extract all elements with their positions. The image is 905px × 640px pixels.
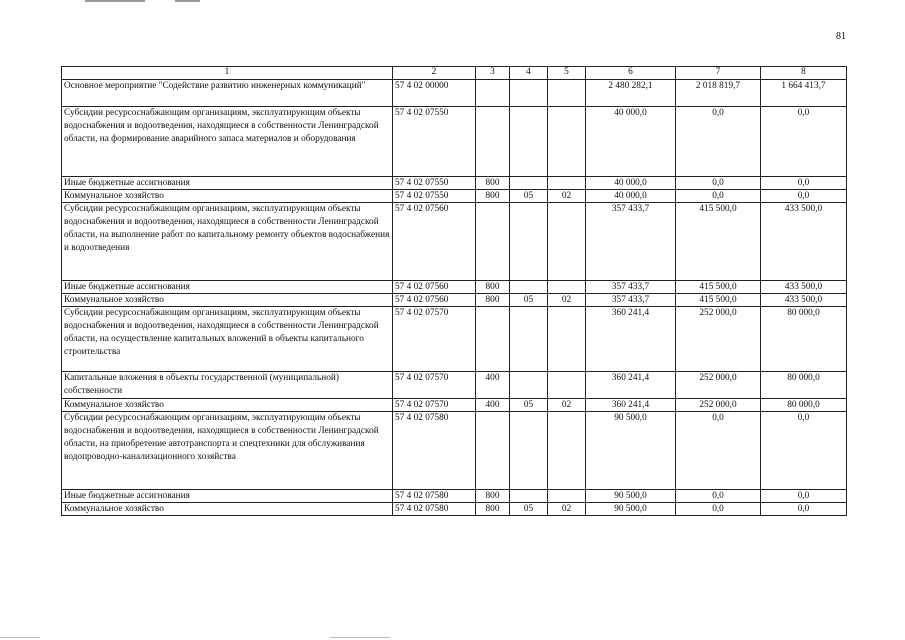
row-name: Капитальные вложения в объекты государственной (муниципальной) собственности [62, 372, 393, 399]
row-name: Коммунальное хозяйство [62, 399, 393, 412]
table-row [62, 80, 847, 107]
subsection-code: 02 [548, 294, 586, 307]
subsection-code: 02 [548, 190, 586, 203]
amount-col7: 0,0 [676, 490, 761, 503]
table-row [62, 294, 847, 307]
section-code [510, 281, 548, 294]
target-code: 57 4 02 07570 [393, 399, 476, 412]
amount-col8: 0,0 [761, 412, 847, 490]
subsection-code [548, 307, 586, 372]
amount-col7: 0,0 [676, 412, 761, 490]
subsection-code [548, 107, 586, 177]
subsection-code: 02 [548, 503, 586, 516]
subsection-code [548, 490, 586, 503]
target-code: 57 4 02 07580 [393, 412, 476, 490]
expense-type: 800 [476, 281, 510, 294]
subsection-code [548, 80, 586, 107]
amount-col6: 90 500,0 [586, 412, 676, 490]
expense-type: 800 [476, 177, 510, 190]
amount-col6: 357 433,7 [586, 294, 676, 307]
table-row [62, 203, 847, 281]
row-name: Субсидии ресурсоснабжающим организациям, эксплуатирующим объекты водоснабжения и водоотведения, находящиеся в собственности Ленинградской области, на выполнение работ по капитальному ремонту объектов водоснабжения и водоотведения [62, 203, 393, 281]
amount-col7: 252 000,0 [676, 399, 761, 412]
amount-col6: 360 241,4 [586, 307, 676, 372]
table-row [62, 399, 847, 412]
section-code [510, 107, 548, 177]
subsection-code [548, 412, 586, 490]
expense-type [476, 107, 510, 177]
amount-col7: 415 500,0 [676, 294, 761, 307]
table-row [62, 307, 847, 372]
subsection-code [548, 372, 586, 399]
section-code [510, 490, 548, 503]
target-code: 57 4 02 07580 [393, 503, 476, 516]
page-number: 81 [836, 31, 846, 42]
column-number-header: 7 [676, 67, 761, 80]
expense-type: 800 [476, 503, 510, 516]
expense-type: 400 [476, 399, 510, 412]
row-name: Коммунальное хозяйство [62, 294, 393, 307]
amount-col7: 252 000,0 [676, 372, 761, 399]
amount-col6: 357 433,7 [586, 203, 676, 281]
amount-col6: 360 241,4 [586, 399, 676, 412]
amount-col8: 0,0 [761, 190, 847, 203]
amount-col8: 433 500,0 [761, 281, 847, 294]
row-name: Коммунальное хозяйство [62, 190, 393, 203]
expense-type [476, 412, 510, 490]
amount-col8: 0,0 [761, 490, 847, 503]
amount-col8: 433 500,0 [761, 203, 847, 281]
scan-edge-mark [0, 637, 40, 638]
section-code [510, 372, 548, 399]
expense-type [476, 307, 510, 372]
amount-col6: 40 000,0 [586, 190, 676, 203]
column-number-header: 3 [476, 67, 510, 80]
section-code [510, 307, 548, 372]
amount-col7: 415 500,0 [676, 203, 761, 281]
section-code: 05 [510, 399, 548, 412]
row-name: Иные бюджетные ассигнования [62, 177, 393, 190]
column-number-header: 4 [510, 67, 548, 80]
column-number-header: 1 [62, 67, 393, 80]
table-row [62, 490, 847, 503]
table-row [62, 177, 847, 190]
subsection-code: 02 [548, 399, 586, 412]
table-row [62, 412, 847, 490]
section-code: 05 [510, 294, 548, 307]
section-code [510, 80, 548, 107]
table-row [62, 190, 847, 203]
target-code: 57 4 02 07560 [393, 294, 476, 307]
amount-col8: 0,0 [761, 107, 847, 177]
section-code [510, 412, 548, 490]
amount-col7: 0,0 [676, 107, 761, 177]
target-code: 57 4 02 07580 [393, 490, 476, 503]
amount-col6: 40 000,0 [586, 177, 676, 190]
target-code: 57 4 02 07570 [393, 372, 476, 399]
row-name: Коммунальное хозяйство [62, 503, 393, 516]
column-number-header: 8 [761, 67, 847, 80]
target-code: 57 4 02 07550 [393, 177, 476, 190]
subsection-code [548, 203, 586, 281]
amount-col7: 0,0 [676, 177, 761, 190]
amount-col8: 0,0 [761, 503, 847, 516]
amount-col6: 90 500,0 [586, 503, 676, 516]
scan-edge-mark [85, 0, 145, 2]
amount-col6: 90 500,0 [586, 490, 676, 503]
amount-col7: 0,0 [676, 190, 761, 203]
column-number-header: 5 [548, 67, 586, 80]
amount-col8: 80 000,0 [761, 307, 847, 372]
expense-type: 800 [476, 490, 510, 503]
amount-col8: 0,0 [761, 177, 847, 190]
table-header-row [62, 67, 847, 80]
target-code: 57 4 02 00000 [393, 80, 476, 107]
amount-col8: 80 000,0 [761, 372, 847, 399]
subsection-code [548, 281, 586, 294]
amount-col6: 40 000,0 [586, 107, 676, 177]
section-code [510, 177, 548, 190]
amount-col7: 415 500,0 [676, 281, 761, 294]
amount-col7: 0,0 [676, 503, 761, 516]
amount-col8: 1 664 413,7 [761, 80, 847, 107]
target-code: 57 4 02 07550 [393, 107, 476, 177]
row-name: Субсидии ресурсоснабжающим организациям, эксплуатирующим объекты водоснабжения и водоотведения, находящиеся в собственности Ленинградской области, на формирование аварийного запаса материалов и оборудования [62, 107, 393, 177]
table-row [62, 372, 847, 399]
section-code: 05 [510, 503, 548, 516]
target-code: 57 4 02 07550 [393, 190, 476, 203]
target-code: 57 4 02 07560 [393, 281, 476, 294]
column-number-header: 2 [393, 67, 476, 80]
expense-type [476, 203, 510, 281]
amount-col8: 433 500,0 [761, 294, 847, 307]
table-row [62, 107, 847, 177]
row-name: Субсидии ресурсоснабжающим организациям, эксплуатирующим объекты водоснабжения и водоотведения, находящиеся в собственности Ленинградской области, на приобретение автотранспорта и спецтехники для обслуживания водопроводно-канализационного хозяйства [62, 412, 393, 490]
amount-col6: 357 433,7 [586, 281, 676, 294]
column-number-header: 6 [586, 67, 676, 80]
table-row [62, 281, 847, 294]
expense-type: 800 [476, 190, 510, 203]
target-code: 57 4 02 07570 [393, 307, 476, 372]
amount-col7: 252 000,0 [676, 307, 761, 372]
scan-edge-mark [175, 0, 200, 2]
subsection-code [548, 177, 586, 190]
table-row [62, 503, 847, 516]
expense-type [476, 80, 510, 107]
amount-col6: 2 480 282,1 [586, 80, 676, 107]
scan-edge-mark [330, 637, 390, 638]
row-name: Основное мероприятие "Содействие развитию инженерных коммуникаций" [62, 80, 393, 107]
target-code: 57 4 02 07560 [393, 203, 476, 281]
row-name: Иные бюджетные ассигнования [62, 490, 393, 503]
section-code [510, 203, 548, 281]
amount-col8: 80 000,0 [761, 399, 847, 412]
expense-type: 800 [476, 294, 510, 307]
row-name: Иные бюджетные ассигнования [62, 281, 393, 294]
amount-col6: 360 241,4 [586, 372, 676, 399]
amount-col7: 2 018 819,7 [676, 80, 761, 107]
section-code: 05 [510, 190, 548, 203]
expense-type: 400 [476, 372, 510, 399]
row-name: Субсидии ресурсоснабжающим организациям, эксплуатирующим объекты водоснабжения и водоотведения, находящиеся в собственности Ленинградской области, на осуществление капитальных вложений в объекты капитального строительства [62, 307, 393, 372]
budget-table [61, 66, 847, 516]
